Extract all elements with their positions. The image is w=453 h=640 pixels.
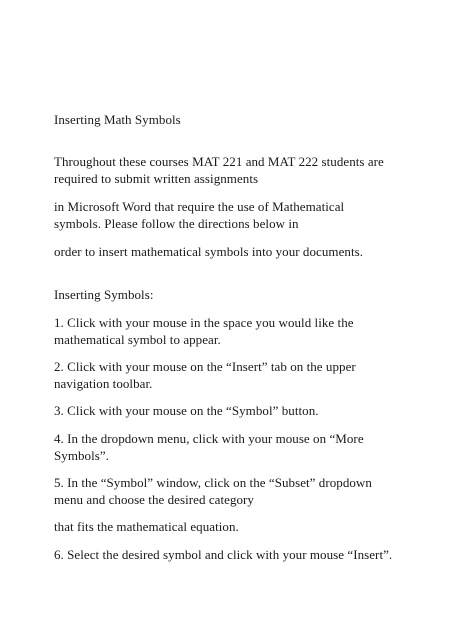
intro-line: order to insert mathematical symbols into your documents.: [54, 244, 364, 259]
intro-line: in Microsoft Word that require the use of Mathematical: [54, 199, 345, 214]
intro-line: Throughout these courses MAT 221 and MAT 222 students are: [54, 154, 384, 169]
step-line: mathematical symbol to appear.: [54, 332, 221, 347]
step-line: 3. Click with your mouse on the “Symbol” button.: [54, 403, 319, 418]
step-line: 6. Select the desired symbol and click with your mouse “Insert”.: [54, 547, 393, 562]
section-heading: Inserting Symbols:: [54, 287, 154, 302]
document-title: Inserting Math Symbols: [54, 112, 181, 127]
step-line: Symbols”.: [54, 448, 109, 463]
intro-line: symbols. Please follow the directions below in: [54, 216, 299, 231]
step-line: menu and choose the desired category: [54, 492, 254, 507]
step-line: 5. In the “Symbol” window, click on the “Subset” dropdown: [54, 475, 372, 490]
step-line: 4. In the dropdown menu, click with your mouse on “More: [54, 431, 364, 446]
step-line: navigation toolbar.: [54, 376, 153, 391]
step-line: 1. Click with your mouse in the space you would like the: [54, 315, 354, 330]
step-line: 2. Click with your mouse on the “Insert” tab on the upper: [54, 359, 356, 374]
intro-line: required to submit written assignments: [54, 171, 259, 186]
step-line: that fits the mathematical equation.: [54, 519, 239, 534]
